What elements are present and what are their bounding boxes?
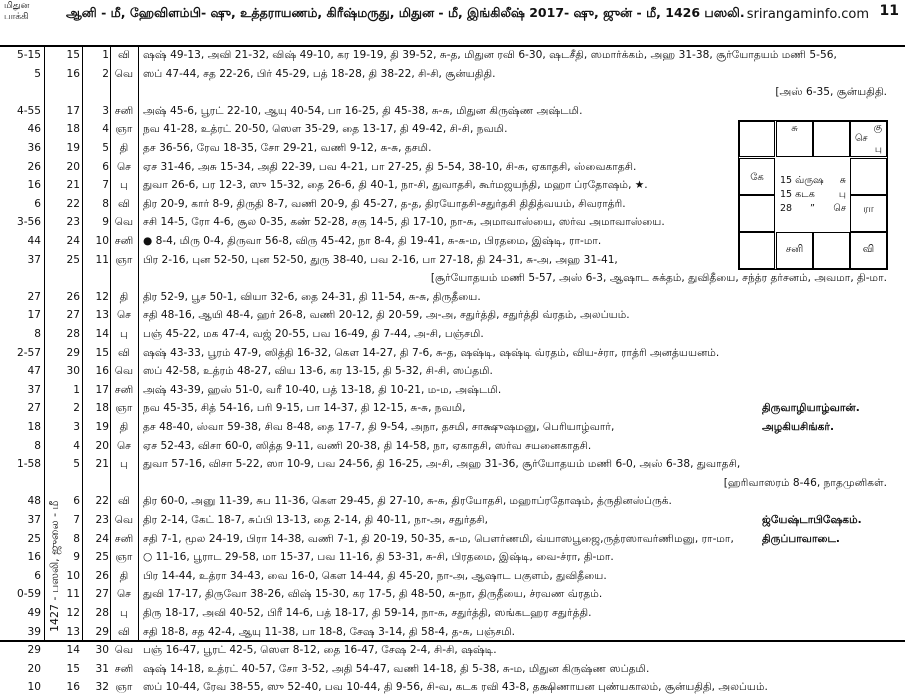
english-date-cell: 7 (73, 514, 80, 526)
details-cell: பிர 2-16, புன 52-50, புன 52-50, துரு 38-40, பவ 2-16, பா 27-18, தி 24-31, சு-அ, அஹ 31-41, (143, 253, 618, 266)
nazhigai-cell: 0-59 (16, 588, 41, 601)
weekday-cell: வெ (114, 67, 134, 80)
english-date-cell: 30 (66, 365, 80, 378)
chart-top-2: சு (791, 123, 798, 134)
english-date-cell: 22 (66, 197, 80, 210)
tamil-date-cell: 3 (102, 104, 109, 117)
details-cell: துவி 17-17, திருவோ 38-26, விஷ் 15-30, கர 17-5, தி 48-50, சு-நா, திருதீயை, ச்ரவண வ்ரதம். (143, 588, 603, 601)
nazhigai-cell: 26 (27, 160, 41, 173)
table-row-continuation (0, 83, 905, 102)
tamil-date-cell: 21 (95, 458, 109, 471)
weekday-cell: செ (116, 439, 132, 452)
chart-cell-2 (776, 121, 813, 157)
english-date-cell: 4 (73, 439, 80, 452)
details-cell: சதி 18-8, சத 42-4, ஆயு 11-38, பா 18-8, சேஷ 3-14, தி 58-4, த-சு, பஞ்சமி. (143, 625, 516, 638)
details-cell: பஞ் 16-47, பூரட் 42-5, ஸௌ 8-12, தை 16-47, சேஷ 2-4, சி-சி, ஷஷ்டி. (143, 644, 497, 657)
weekday-cell: சனி (114, 383, 134, 396)
nazhigai-cell: 2-57 (16, 346, 41, 359)
english-date-cell: 12 (66, 607, 80, 619)
weekday-cell: ஞா (115, 681, 133, 694)
chart-bottom-3: வி (862, 244, 875, 255)
details-cell: பிர 14-44, உத்ரா 34-43, வை 16-0, கௌ 14-44, தி 45-20, நா-அ, ஆஷாட பகுளம், துவிதீயை. (143, 569, 607, 582)
chart-left-2: கே (750, 172, 764, 183)
tamil-date-cell: 16 (95, 365, 109, 378)
nazhigai-cell: 29 (27, 644, 41, 657)
english-date-cell: 26 (66, 290, 80, 303)
nazhigai-cell: 4-55 (16, 104, 41, 117)
weekday-cell: வெ (114, 644, 134, 657)
tamil-date-cell: 15 (95, 346, 109, 359)
weekday-cell: வி (117, 49, 131, 61)
english-date-cell: 16 (66, 67, 80, 80)
chart-cell-11 (813, 232, 850, 269)
details-cell: பஞ் 45-22, மக 47-4, வஜ் 20-55, பவ 16-49, தி 7-44, அ-சி, பஞ்சமி. (143, 328, 484, 340)
weekday-cell: வெ (114, 365, 134, 378)
english-date-cell: 6 (73, 495, 80, 508)
weekday-cell: ஞா (115, 123, 133, 136)
english-date-cell: 1 (73, 383, 80, 396)
nazhigai-cell: 1-58 (16, 458, 41, 471)
rasi-label (4, 1, 29, 23)
chart-center-2b: பு (838, 189, 846, 200)
chart-center-1: 15 வ்ருஷ (780, 175, 824, 186)
festival-highlight: ஜ்யேஷ்டாபிஷேகம். (762, 514, 862, 526)
weekday-cell: வி (117, 346, 131, 359)
english-date-cell: 2 (73, 402, 80, 415)
table-row (0, 344, 905, 363)
nazhigai-cell: 44 (27, 235, 41, 247)
details-cell: நவ 41-28, உத்ரட் 20-50, ஸௌ 35-29, தை 13-17, தி 49-42, சி-சி, நவமி. (143, 123, 508, 136)
weekday-cell: தி (119, 569, 129, 582)
rasi-line-1: மிதுன (4, 1, 30, 11)
table-row (0, 418, 905, 437)
weekday-cell: வி (117, 625, 131, 638)
weekday-cell: பு (120, 607, 128, 619)
english-date-cell: 25 (66, 253, 80, 266)
details-cell: திரு 18-17, அவி 40-52, பிரீ 14-6, பத் 18-17, தி 59-14, நா-சு, சதுர்த்தி, ஸங்கடஹர சதுர்த்தி. (143, 607, 592, 619)
nazhigai-cell: 48 (27, 495, 41, 508)
details-cell: ஏச 31-46, அசு 15-34, அதி 22-39, பவ 4-21, பா 27-25, தி 5-54, 38-10, சி-சு, ஏகாதசி, ஸ்வைகாதசி. (143, 160, 637, 173)
nazhigai-cell: 18 (27, 421, 41, 433)
nazhigai-cell: 25 (27, 532, 41, 545)
details-cell: திர 52-9, பூச 50-1, வியா 32-6, தை 24-31, தி 11-54, சு-சு, திருதீயை. (143, 290, 481, 303)
nazhigai-cell: 8 (34, 328, 41, 340)
english-date-cell: 15 (66, 662, 80, 675)
english-date-cell: 13 (66, 625, 80, 638)
chart-cell-9 (739, 232, 775, 269)
details-cell: அஷ் 43-39, ஹஸ் 51-0, வரீ 10-40, பத் 13-18, தி 10-21, ம-ம, அஷ்டமி. (143, 383, 502, 396)
table-row (0, 585, 905, 604)
site-name: srirangaminfo.com (746, 7, 869, 22)
details-continuation: [அஸ் 6-35, சூன்யதிதி. (775, 86, 887, 99)
details-continuation: [ஹரிவாஸரம் 8-46, நாதமுனிகள். (723, 476, 887, 489)
table-row (0, 678, 905, 697)
english-date-cell: 3 (73, 421, 80, 433)
tamil-date-cell: 8 (102, 197, 109, 210)
table-row (0, 65, 905, 84)
weekday-cell: ஞா (115, 551, 133, 564)
table-row (0, 288, 905, 307)
chart-center-1b: சு (839, 175, 846, 186)
table-row (0, 623, 905, 642)
page-number: 11 (879, 3, 899, 19)
tamil-date-cell: 20 (95, 439, 109, 452)
nazhigai-cell: 46 (27, 123, 41, 136)
table-row (0, 306, 905, 325)
chart-center-3c: செ (833, 203, 846, 214)
weekday-cell: பு (120, 179, 128, 192)
weekday-cell: பு (120, 458, 128, 471)
details-cell: ஸப் 47-44, சத 22-26, பிர் 45-29, பத் 18-28, தி 38-22, சி-சி, சூன்யதிதி. (143, 67, 496, 80)
chart-cell-10 (776, 232, 813, 269)
nazhigai-cell: 27 (27, 402, 41, 415)
weekday-cell: தி (119, 421, 129, 433)
tamil-date-cell: 32 (95, 681, 109, 694)
english-date-cell: 5 (73, 458, 80, 471)
english-date-cell: 10 (66, 569, 80, 582)
table-row-continuation (0, 269, 905, 288)
weekday-cell: சனி (114, 662, 134, 675)
table-row (0, 660, 905, 679)
table-row (0, 492, 905, 511)
weekday-cell: ஞா (115, 402, 133, 415)
english-date-cell: 9 (73, 551, 80, 564)
details-cell: திர 60-0, அனு 11-39, சுப 11-36, கௌ 29-45, தி 27-10, சு-சு, திரயோதசி, மஹாப்ரதோஷம், த்ருதினஸ்ப்ருக். (143, 495, 672, 508)
table-row (0, 46, 905, 65)
chart-cell-3 (813, 121, 850, 157)
tamil-date-cell: 10 (95, 235, 109, 247)
nazhigai-cell: 37 (27, 514, 41, 526)
chart-cell-7 (850, 158, 887, 195)
festival-highlight: திருவாழியாழ்வான். (762, 402, 860, 415)
tamil-date-cell: 12 (95, 290, 109, 303)
chart-top-3b: செ (855, 133, 868, 144)
rasi-chart (738, 120, 888, 270)
weekday-cell: வெ (114, 216, 134, 229)
details-cell: சதி 7-1, மூல 24-19, பிரா 14-38, வணி 7-1, தி 20-19, 50-35, சு-ம, பௌர்ணமி, வ்யாஸபூஜை,ருத்ரஸாவர்ணிமனு, ரா-மா, (143, 532, 734, 545)
english-date-cell: 14 (66, 644, 80, 657)
tamil-date-cell: 19 (95, 421, 109, 433)
english-date-cell: 8 (73, 532, 80, 545)
weekday-cell: செ (116, 309, 132, 322)
details-cell: ○ 11-16, பூராட 29-58, மா 15-37, பவ 11-16, தி 53-31, சு-சி, பிரதமை, இஷ்டி, வை-ச்ரா, தி-மா. (143, 551, 614, 564)
tamil-date-cell: 26 (95, 569, 109, 582)
details-cell: ● 8-4, மிரு 0-4, திருவா 56-8, விரு 45-42, நா 8-4, தி 19-41, சு-சு-ம, பிரதமை, இஷ்டி, ரா-மா. (143, 235, 602, 247)
table-row (0, 381, 905, 400)
nazhigai-cell: 8 (34, 439, 41, 452)
chart-right-2: ரா (863, 204, 874, 215)
details-cell: தச 48-40, ஸ்வா 59-38, சிவ 8-48, தை 17-7, தி 9-54, அநா, தசமி, சாக்ஷுஷமனு, பெரியாழ்வார், (143, 421, 615, 433)
page-header (0, 0, 905, 28)
chart-bottom-2: சனி (785, 244, 804, 255)
weekday-cell: செ (116, 588, 132, 601)
chart-cell-5 (739, 158, 775, 195)
nazhigai-cell: 6 (34, 197, 41, 210)
chart-center-2: 15 கடக (780, 189, 815, 200)
weekday-cell: தி (119, 142, 129, 154)
chart-cell-8 (850, 195, 887, 232)
english-date-cell: 23 (66, 216, 80, 229)
nazhigai-cell: 47 (27, 365, 41, 378)
tamil-date-cell: 24 (95, 532, 109, 545)
nazhigai-cell: 39 (27, 625, 41, 638)
english-date-cell: 27 (66, 309, 80, 322)
tamil-date-cell: 5 (102, 142, 109, 154)
english-date-cell: 17 (66, 104, 80, 117)
festival-highlight: அழகியசிங்கர். (762, 421, 834, 433)
table-row (0, 102, 905, 121)
table-row (0, 641, 905, 660)
table-row (0, 511, 905, 530)
chart-top-3a: கு (873, 122, 882, 133)
details-cell: சதி 48-16, ஆயி 48-4, ஹர் 26-8, வணி 20-12, தி 20-59, அ-அ, சதுர்த்தி, சதுர்த்தி வ்ரதம், அலப்யம். (143, 309, 630, 322)
nazhigai-cell: 17 (27, 309, 41, 322)
details-cell: ஏச 52-43, விசா 60-0, ஸித்த 9-11, வணி 20-38, தி 14-58, நா, ஏகாதசி, ஸர்வ சயனைகாதசி. (143, 439, 592, 452)
table-row (0, 362, 905, 381)
tamil-date-cell: 9 (102, 216, 109, 229)
english-date-cell: 16 (66, 681, 80, 694)
table-row (0, 437, 905, 456)
table-row (0, 455, 905, 474)
nazhigai-cell: 37 (27, 253, 41, 266)
tamil-date-cell: 28 (95, 607, 109, 619)
table-row (0, 567, 905, 586)
tamil-date-cell: 17 (95, 383, 109, 396)
weekday-cell: சனி (114, 104, 134, 117)
nazhigai-cell: 16 (27, 179, 41, 192)
page-title: ஆனி - மீ, ஹேவிளம்பி- ஷு, உத்தராயணம், கிரீஷ்மருது, மிதுன - மீ, இங்கிலீஷ் 2017- ஷு, ஜுன் - மீ, 1426 பஸலி. (66, 5, 745, 20)
english-date-cell: 28 (66, 328, 80, 340)
english-date-cell: 29 (66, 346, 80, 359)
details-cell: ஸப் 10-44, ரேவ 38-55, ஸு 52-40, பவ 10-44, தி 9-56, சி-வ, கடக ரவி 43-8, தக்ஷிணாயன புண்யகாலம், சூன்யதிதி, அலப்யம். (143, 681, 768, 694)
festival-highlight: திருப்பாவாடை. (762, 532, 840, 545)
details-cell: ஷஷ் 43-33, பூரம் 47-9, ஸித்தி 16-32, கௌ 14-27, தி 7-6, சு-த, ஷஷ்டி, ஷஷ்டி வ்ரதம், விய-ச்ரா, ராத்ரி அனத்யயனம். (143, 346, 720, 359)
nazhigai-cell: 10 (27, 681, 41, 694)
weekday-cell: சனி (114, 235, 134, 247)
english-date-cell: 18 (66, 123, 80, 136)
tamil-date-cell: 22 (95, 495, 109, 508)
english-date-cell: 20 (66, 160, 80, 173)
chart-cell-1 (739, 121, 775, 157)
details-cell: ஸப் 42-58, உத்ரம் 48-27, விய 13-6, கர 13-15, தி 5-32, சி-சி, ஸப்தமி. (143, 365, 493, 378)
tamil-date-cell: 1 (102, 49, 109, 61)
table-row (0, 530, 905, 549)
chart-center (776, 158, 850, 232)
english-date-cell: 21 (66, 179, 80, 192)
table-row-continuation (0, 474, 905, 493)
table-row (0, 325, 905, 344)
nazhigai-cell: 27 (27, 290, 41, 303)
details-cell: நவ 45-35, சித் 54-16, பரி 9-15, பா 14-37, தி 12-15, சு-சு, நவமி, (143, 402, 466, 415)
table-row (0, 399, 905, 418)
english-date-cell: 15 (66, 49, 80, 61)
weekday-cell: ஞா (115, 253, 133, 266)
tamil-date-cell: 14 (95, 328, 109, 340)
side-label-text: 1427 - பஸலி, ஜுலை - மீ (48, 500, 61, 632)
weekday-cell: சனி (114, 532, 134, 545)
weekday-cell: வி (117, 197, 131, 210)
chart-cell-4 (850, 121, 887, 157)
details-cell: ஷஷ் 14-18, உத்ரட் 40-57, சோ 3-52, அதி 54-47, வணி 14-18, தி 5-38, சு-ம, மிதுன கிருஷ்ண ஸப்தமி. (143, 662, 650, 675)
details-cell: துவா 57-16, விசா 5-22, ஸா 10-9, பவ 24-56, தி 16-25, அ-சி, அஹ 31-36, சூர்யோதயம் மணி 6-0, அஸ் 6-38, துவாதசி, (143, 458, 741, 471)
nazhigai-cell: 36 (27, 142, 41, 154)
tamil-date-cell: 31 (95, 662, 109, 675)
tamil-date-cell: 29 (95, 625, 109, 638)
english-date-cell: 24 (66, 235, 80, 247)
tamil-date-cell: 18 (95, 402, 109, 415)
english-date-cell: 19 (66, 142, 80, 154)
chart-cell-6 (739, 195, 775, 232)
nazhigai-cell: 49 (27, 607, 41, 619)
nazhigai-cell: 3-56 (16, 216, 41, 229)
english-date-cell: 11 (66, 588, 80, 601)
nazhigai-cell: 20 (27, 662, 41, 675)
chart-center-3: 28 (780, 203, 793, 214)
tamil-date-cell: 13 (95, 309, 109, 322)
weekday-cell: செ (116, 160, 132, 173)
chart-center-3b: ” (810, 203, 815, 214)
details-cell: திர 2-14, கேட் 18-7, சுப்பி 13-13, தை 2-14, தி 40-11, நா-அ, சதுர்தசி, (143, 514, 488, 526)
tamil-date-cell: 6 (102, 160, 109, 173)
nazhigai-cell: 5-15 (16, 49, 41, 61)
nazhigai-cell: 16 (27, 551, 41, 564)
table-row (0, 548, 905, 567)
tamil-date-cell: 23 (95, 514, 109, 526)
nazhigai-cell: 6 (34, 569, 41, 582)
tamil-date-cell: 7 (102, 179, 109, 192)
details-cell: அஷ் 45-6, பூரட் 22-10, ஆயு 40-54, பா 16-25, தி 45-38, சு-சு, மிதுன கிருஷ்ண அஷ்டமி. (143, 104, 583, 117)
details-cell: திர 20-9, கார் 8-9, திருதி 8-7, வணி 20-9, தி 45-27, த-த, திரயோதசி-சதுர்தசி திதித்வயம், சிவராத்ரி. (143, 197, 626, 210)
weekday-cell: வெ (114, 514, 134, 526)
tamil-date-cell: 11 (95, 253, 109, 266)
details-cell: சசி 14-5, ரோ 4-6, சூல 0-35, கண் 52-28, சகு 14-5, தி 17-10, நா-சு, அமாவாஸ்யை, ஸர்வ அமாவாஸ்யை. (143, 216, 665, 229)
chart-top-3c: பு (874, 144, 882, 155)
weekday-cell: தி (119, 290, 129, 303)
tamil-date-cell: 4 (102, 123, 109, 136)
chart-cell-12 (850, 232, 887, 269)
nazhigai-cell: 37 (27, 383, 41, 396)
details-cell: ஷஷ் 49-13, அவி 21-32, விஷ் 49-10, கர 19-19, தி 39-52, சு-த, மிதுன ரவி 6-30, ஷடசீதி, ஸமார்க்கம், அஹ 31-38, சூர்யோதயம் மணி 5-56, (143, 49, 837, 61)
weekday-cell: பு (120, 328, 128, 340)
details-continuation: [சூர்யோதயம் மணி 5-57, அஸ் 6-3, ஆஷாட சுக்தம், துவிதீயை, சந்த்ர தர்சனம், அவமா, தி-மா. (430, 272, 887, 285)
details-cell: தச 36-56, ரேவ 18-35, சோ 29-21, வணி 9-12, சு-சு, தசமி. (143, 142, 432, 154)
rasi-line-2: பாக்கி (4, 12, 29, 22)
tamil-date-cell: 30 (95, 644, 109, 657)
details-cell: துவா 26-6, பர 12-3, ஸு 15-32, தை 26-6, தி 40-1, நா-சி, துவாதசி, கூர்மஜயந்தி, மஹா ப்ரதோஷம், ★. (143, 179, 648, 192)
table-row (0, 604, 905, 623)
tamil-date-cell: 2 (102, 67, 109, 80)
weekday-cell: வி (117, 495, 131, 508)
tamil-date-cell: 27 (95, 588, 109, 601)
nazhigai-cell: 5 (34, 67, 41, 80)
tamil-date-cell: 25 (95, 551, 109, 564)
